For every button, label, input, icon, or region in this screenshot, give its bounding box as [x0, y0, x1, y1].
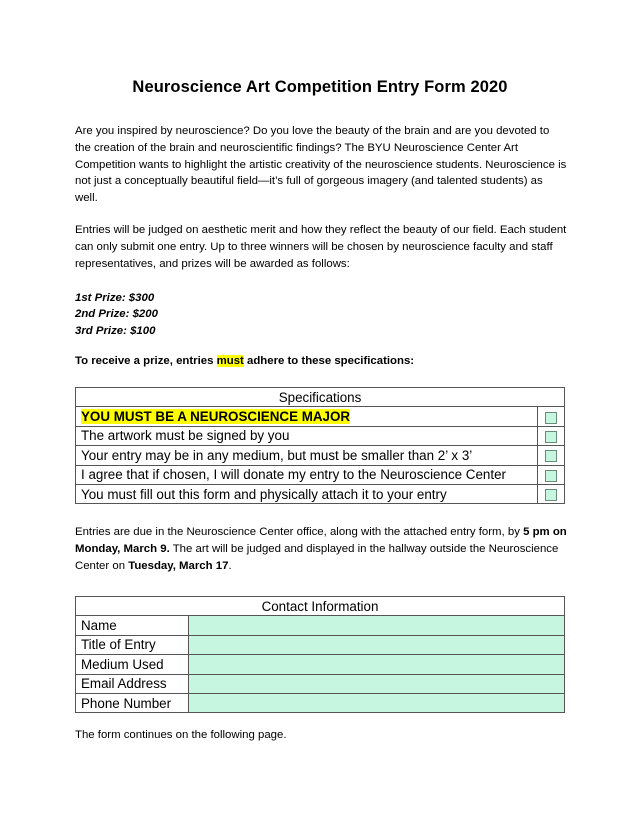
contact-label-title: Title of Entry [76, 635, 189, 654]
due-date: 5 pm on Monday, March 9. [75, 526, 567, 555]
intro-paragraph: Are you inspired by neuroscience? Do you love the beauty of the brain and are you devoted to the creation of the brain and neuroscientific findings? The BYU Neuroscience Center Art Competition wants to highlight the artistic creativity of the neuroscience students. Neuroscience is not just a conceptually beautiful field—it’s full of gorgeous imagery (and talented students) as well. [75, 125, 567, 205]
spec-cell [76, 407, 538, 426]
spec-checkbox-cell [538, 465, 565, 484]
requirement-text-end: adhere to these specifications: [243, 355, 415, 367]
spec-row [76, 465, 565, 484]
email-address-field[interactable] [189, 674, 565, 693]
requirement-highlight: must [216, 355, 244, 367]
spec-row [76, 446, 565, 465]
due-text-end: . [228, 559, 232, 572]
spec-item-major: YOU MUST BE A NEUROSCIENCE MAJOR [81, 409, 351, 425]
judging-paragraph: Entries will be judged on aesthetic merit and how they reflect the beauty of our field. Each student can only submit one entry. Up to three winners will be chosen by neuroscience faculty and staff representatives, and prizes will be awarded as follows: [75, 224, 567, 270]
spec-item-attach: You must fill out this form and physically attach it to your entry [76, 484, 538, 503]
spec-row [76, 407, 565, 426]
spec-row [76, 426, 565, 445]
spec-checkbox-attach[interactable] [545, 489, 557, 501]
requirement-text: To receive a prize, entries [75, 355, 217, 367]
spec-item-signed: The artwork must be signed by you [76, 426, 538, 445]
spec-checkbox-cell [538, 407, 565, 426]
contact-row [76, 616, 565, 635]
requirement-line [75, 355, 414, 367]
phone-number-field[interactable] [189, 693, 565, 712]
name-field[interactable] [189, 616, 565, 635]
specifications-header: Specifications [76, 388, 565, 407]
judging-date: Tuesday, March 17 [128, 559, 229, 572]
title-of-entry-field[interactable] [189, 635, 565, 654]
contact-label-medium: Medium Used [76, 655, 189, 674]
page-title: Neuroscience Art Competition Entry Form 2020 [132, 78, 508, 96]
spec-checkbox-cell [538, 446, 565, 465]
medium-used-field[interactable] [189, 655, 565, 674]
spec-item-medium: Your entry may be in any medium, but must be smaller than 2’ x 3’ [76, 446, 538, 465]
spec-checkbox-medium[interactable] [545, 450, 557, 462]
spec-checkbox-signed[interactable] [545, 431, 557, 443]
prize-list [75, 290, 158, 339]
spec-item-donate: I agree that if chosen, I will donate my entry to the Neuroscience Center [76, 465, 538, 484]
contact-information-table [75, 596, 565, 713]
contact-row [76, 635, 565, 654]
spec-checkbox-cell [538, 484, 565, 503]
due-text: Entries are due in the Neuroscience Center office, along with the attached entry form, by [75, 526, 524, 538]
specifications-table [75, 387, 565, 504]
contact-row [76, 655, 565, 674]
spec-row [76, 484, 565, 503]
due-text-2: The art will be judged and displayed in the hallway outside the Neuroscience Center on [75, 542, 559, 572]
contact-label-name: Name [76, 616, 189, 635]
specifications-header-row [76, 388, 565, 407]
due-paragraph [75, 524, 567, 574]
prize-first: 1st Prize: $300 [75, 292, 155, 304]
footer-note: The form continues on the following page. [75, 729, 287, 741]
contact-row [76, 674, 565, 693]
contact-row [76, 693, 565, 712]
contact-header: Contact Information [76, 597, 565, 616]
spec-checkbox-major[interactable] [545, 412, 557, 424]
contact-label-phone: Phone Number [76, 693, 189, 712]
prize-third: 3rd Prize: $100 [75, 324, 156, 337]
contact-label-email: Email Address [76, 674, 189, 693]
contact-header-row [76, 597, 565, 616]
spec-checkbox-donate[interactable] [545, 470, 557, 482]
spec-checkbox-cell [538, 426, 565, 445]
prize-second: 2nd Prize: $200 [75, 308, 158, 321]
